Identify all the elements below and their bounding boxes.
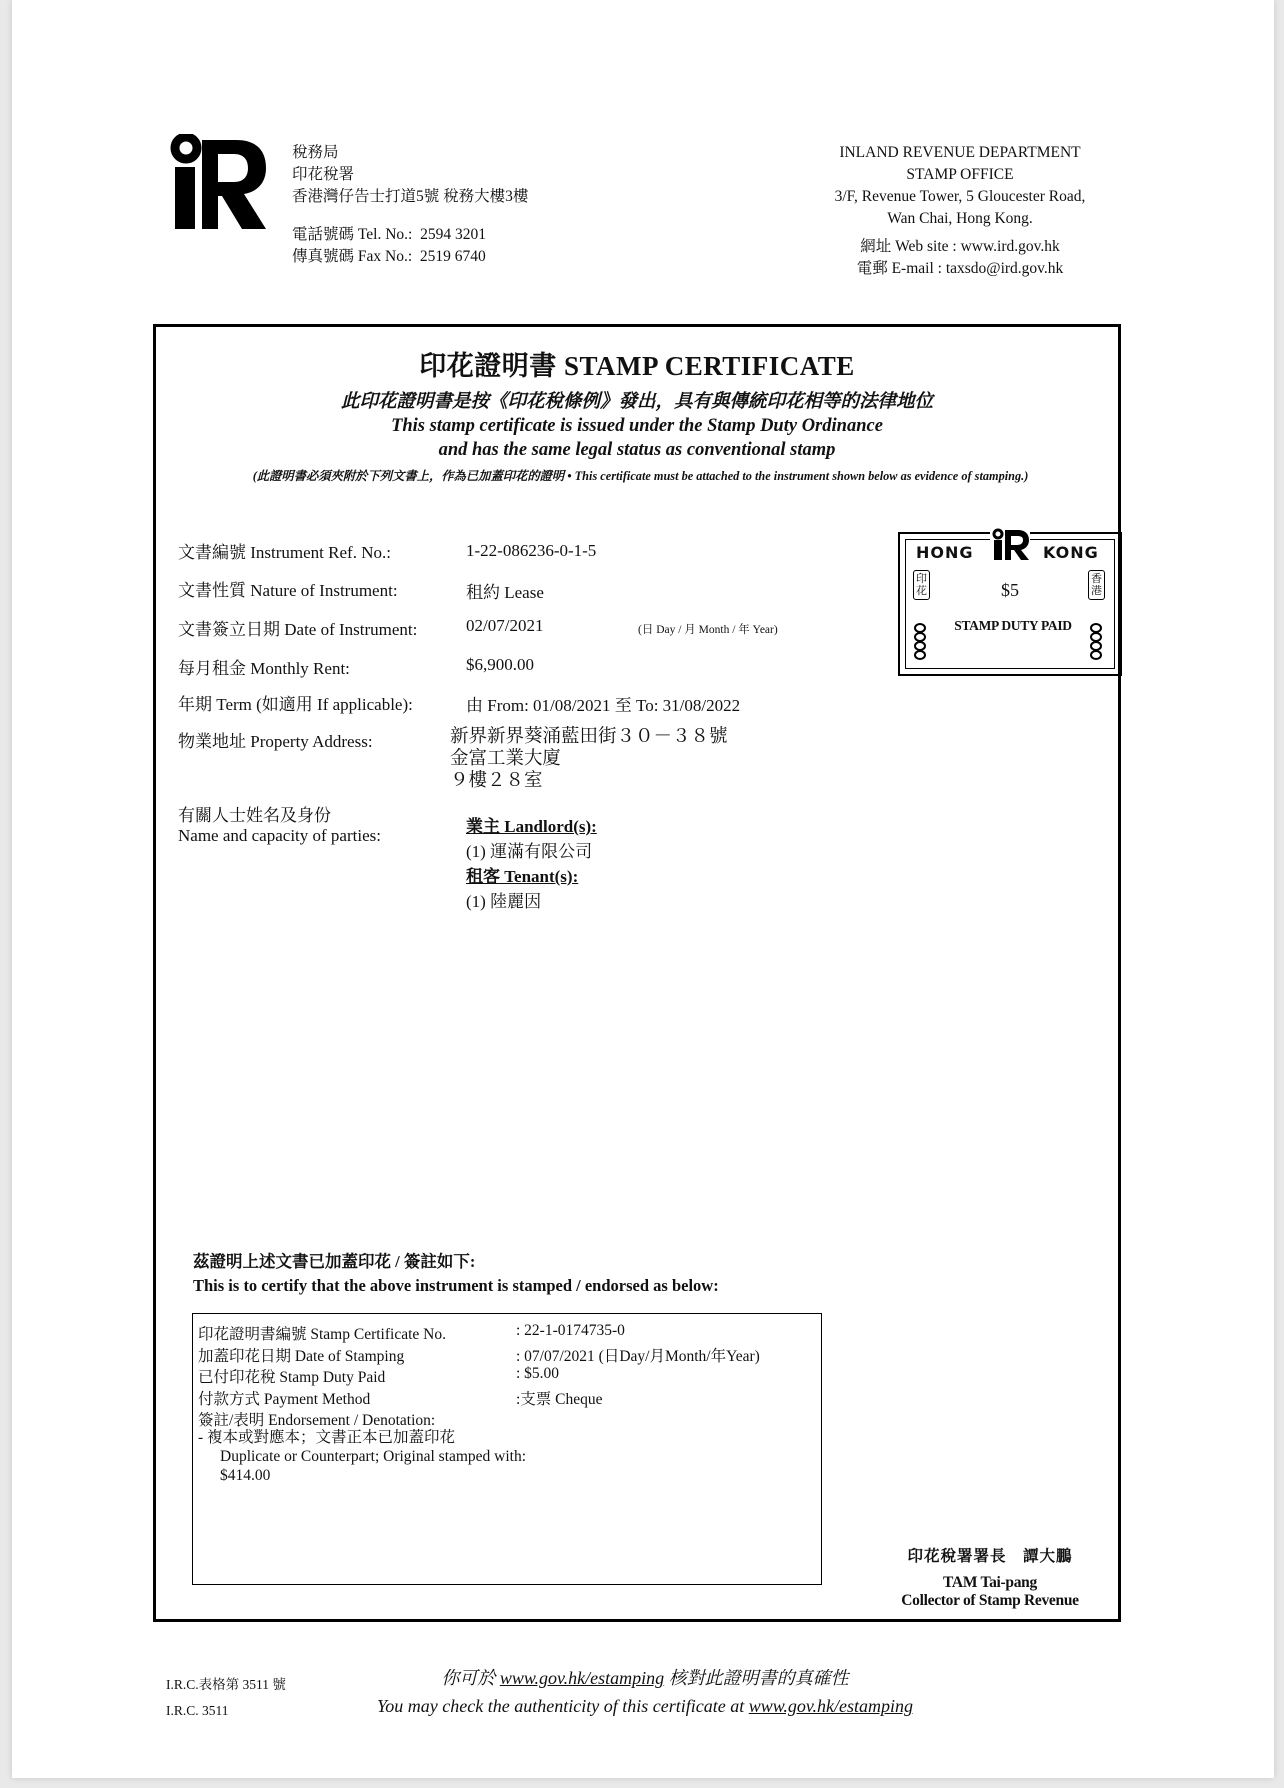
header-fax: 2519 6740 — [419, 248, 486, 265]
subtitle-en-2: and has the same legal status as conventional stamp — [438, 440, 836, 460]
rent-value: $6,900.00 — [466, 655, 534, 674]
certificate-title: 印花證明書 STAMP CERTIFICATE — [419, 351, 855, 381]
address-line-3: ９樓２８室 — [450, 771, 543, 791]
landlord-heading: 業主 Landlord(s): — [466, 817, 597, 836]
address-line-1: 新界新界葵涌藍田街３０－３８號 — [450, 727, 728, 747]
header-tel-row — [292, 224, 528, 246]
ird-logo-icon — [158, 134, 268, 234]
endorsement-line-2: Duplicate or Counterpart; Original stamped with: — [220, 1448, 527, 1465]
header-en-dept: INLAND REVENUE DEPARTMENT — [839, 144, 1081, 161]
stamp-amount: $5 — [1001, 580, 1019, 600]
header-cn-office: 印花稅署 — [292, 166, 355, 183]
signer-title-cn: 印花稅署署長 譚大鵬 — [907, 1548, 1073, 1565]
duty-paid-value: : $5.00 — [516, 1365, 560, 1382]
cert-no-label: 印花證明書編號 Stamp Certificate No. — [198, 1326, 446, 1343]
payment-method-value: :支票 Cheque — [516, 1391, 603, 1408]
address-label: 物業地址 Property Address: — [178, 732, 373, 751]
header-right — [815, 142, 1105, 280]
form-number-en: I.R.C. 3511 — [166, 1703, 229, 1718]
verify-line-cn — [320, 1664, 970, 1692]
header-cn-address: 香港灣仔告士打道5號 稅務大樓3樓 — [292, 188, 529, 205]
stamp-duty-paid-text: STAMP DUTY PAID — [954, 618, 1072, 633]
stamp-seal-left: 印花 — [913, 570, 930, 600]
header-fax-row — [292, 246, 528, 268]
endorsement-line-3: $414.00 — [220, 1467, 271, 1484]
header-web-block — [815, 236, 1105, 280]
verify-link-en[interactable]: www.gov.hk/estamping — [748, 1696, 914, 1716]
header-tel-label: 電話號碼 Tel. No.: — [292, 226, 413, 243]
stamp-chain-left-icon — [913, 622, 927, 662]
cert-no-value: : 22-1-0174735-0 — [516, 1322, 625, 1339]
date-label: 文書簽立日期 Date of Instrument: — [178, 620, 418, 639]
header-web-row — [815, 236, 1105, 258]
header-web-link[interactable]: www.ird.gov.hk — [960, 238, 1060, 255]
stamp-hong-text: HONG — [916, 543, 974, 562]
payment-method-label: 付款方式 Payment Method — [198, 1391, 371, 1408]
signer-name-en: TAM Tai-pang — [943, 1574, 1037, 1591]
endorsement-label: 簽註/表明 Endorsement / Denotation: — [198, 1412, 436, 1429]
landlord-item: (1) 運滿有限公司 — [466, 842, 593, 861]
subtitle-cn: 此印花證明書是按《印花稅條例》發出，具有與傳統印花相等的法律地位 — [340, 392, 933, 412]
certificate-note: (此證明書必須夾附於下列文書上，作為已加蓋印花的證明 • This certificate must be attached to the instrument shown below as evidence of stamping.) — [252, 469, 1029, 483]
stamp-chain-right-icon — [1089, 622, 1103, 662]
stamping-date-label: 加蓋印花日期 Date of Stamping — [198, 1348, 405, 1365]
verify-cn-post: 核對此證明書的真確性 — [664, 1668, 849, 1688]
address-line-2: 金富工業大廈 — [450, 749, 562, 769]
header-cn-dept: 稅務局 — [292, 144, 339, 161]
stamp-kong-text: KONG — [1043, 543, 1099, 562]
verify-line-en — [320, 1692, 970, 1720]
rent-label: 每月租金 Monthly Rent: — [178, 659, 350, 678]
form-number — [166, 1672, 286, 1724]
nature-label: 文書性質 Nature of Instrument: — [178, 581, 398, 600]
tenant-heading: 租客 Tenant(s): — [466, 867, 579, 886]
stamp-seal-right: 香港 — [1088, 570, 1105, 600]
header-email-label: 電郵 E-mail : — [856, 260, 942, 277]
verify-cn-pre: 你可於 — [441, 1668, 500, 1688]
parties-label-cn: 有關人士姓名及身份 — [178, 806, 331, 825]
tenant-item: (1) 陸麗因 — [466, 892, 542, 911]
subtitle-en-1: This stamp certificate is issued under the Stamp Duty Ordinance — [391, 416, 883, 436]
header-tel: 2594 3201 — [420, 226, 486, 243]
stamping-date-value: : 07/07/2021 (日Day/月Month/年Year) — [516, 1348, 760, 1365]
parties-list — [466, 814, 597, 914]
parties-label — [178, 806, 381, 846]
header-fax-label: 傳真號碼 Fax No.: — [292, 248, 413, 265]
nature-value: 租約 Lease — [466, 583, 544, 602]
certify-en: This is to certify that the above instrument is stamped / endorsed as below: — [193, 1276, 719, 1295]
header-en-address-1: 3/F, Revenue Tower, 5 Gloucester Road, — [834, 188, 1086, 205]
date-value: 02/07/2021 — [466, 616, 544, 635]
header-left — [292, 142, 528, 268]
ref-label: 文書編號 Instrument Ref. No.: — [178, 543, 391, 562]
header-email-link[interactable]: taxsdo@ird.gov.hk — [945, 260, 1064, 277]
stamp-ir-logo-icon — [990, 528, 1030, 562]
certify-cn: 茲證明上述文書已加蓋印花 / 簽註如下: — [193, 1252, 476, 1271]
signer-block-en — [860, 1574, 1120, 1610]
header-phone-block — [292, 224, 528, 268]
header-email-row — [815, 258, 1105, 280]
term-label: 年期 Term (如適用 If applicable): — [178, 695, 413, 714]
ref-value: 1-22-086236-0-1-5 — [466, 541, 597, 560]
verify-notice — [320, 1664, 970, 1720]
header-web-label: 網址 Web site : — [860, 238, 957, 255]
verify-link-cn[interactable]: www.gov.hk/estamping — [499, 1668, 665, 1688]
certify-statement — [193, 1250, 719, 1298]
duty-paid-label: 已付印花稅 Stamp Duty Paid — [198, 1369, 386, 1386]
header-en-address-2: Wan Chai, Hong Kong. — [887, 210, 1033, 227]
signer-title-en: Collector of Stamp Revenue — [901, 1592, 1079, 1609]
property-address — [450, 726, 728, 792]
header-en-office: STAMP OFFICE — [906, 166, 1014, 183]
date-hint: (日 Day / 月 Month / 年 Year) — [638, 624, 778, 636]
form-number-cn: I.R.C.表格第 3511 號 — [166, 1677, 286, 1692]
endorsement-line-1: - 複本或對應本；文書正本已加蓋印花 — [198, 1429, 456, 1446]
verify-en-pre: You may check the authenticity of this certificate at — [376, 1696, 749, 1716]
parties-label-en: Name and capacity of parties: — [178, 826, 381, 845]
term-value: 由 From: 01/08/2021 至 To: 31/08/2022 — [466, 696, 741, 715]
certificate-subtitle — [153, 390, 1121, 462]
endorsement-text — [198, 1428, 526, 1485]
